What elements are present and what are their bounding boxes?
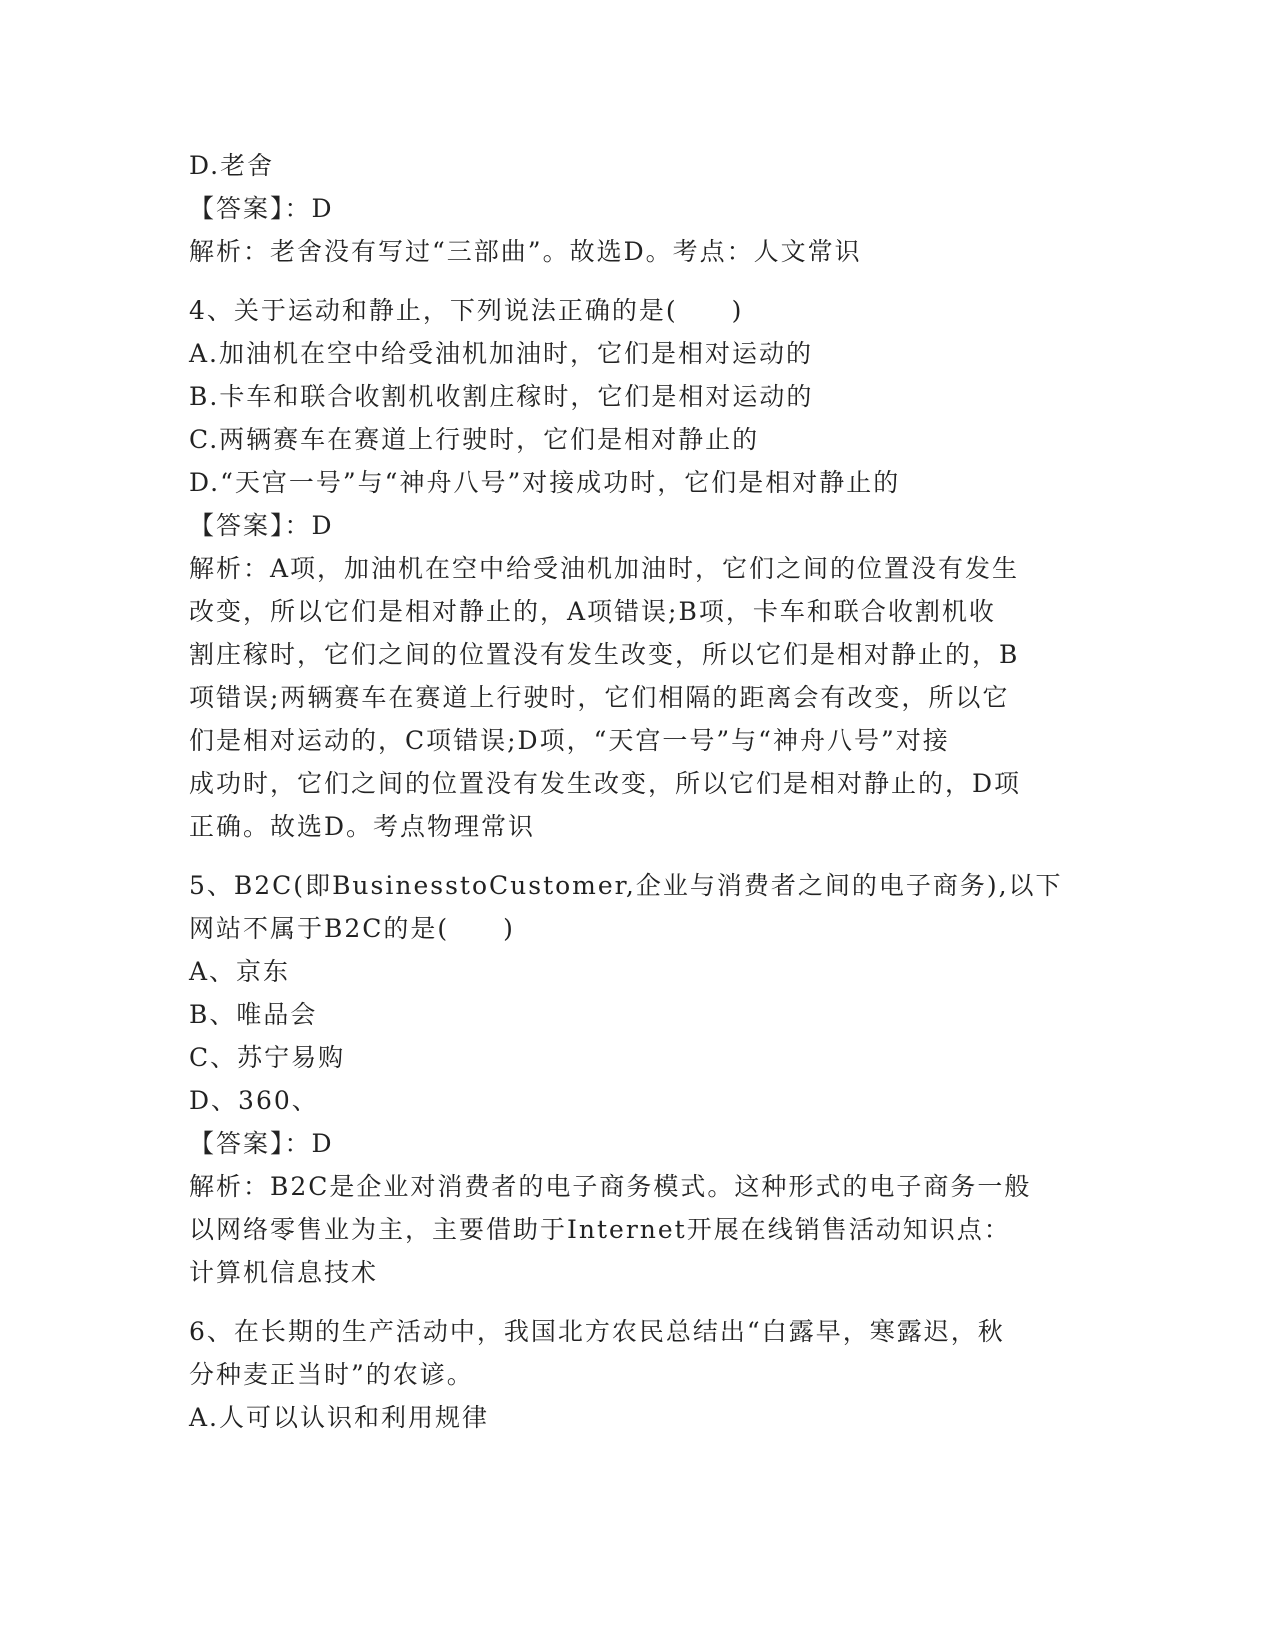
option-b-q4: B.卡车和联合收割机收割庄稼时，它们是相对运动的 — [189, 382, 814, 411]
explanation-q4-line-6: 成功时，它们之间的位置没有发生改变，所以它们是相对静止的，D项 — [189, 769, 1022, 798]
question-6-stem-line-2: 分种麦正当时”的农谚。 — [189, 1360, 474, 1389]
explanation-q3: 解析：老舍没有写过“三部曲”。故选D。考点：人文常识 — [189, 237, 862, 266]
explanation-q4-line-5: 们是相对运动的，C项错误;D项，“天宫一号”与“神舟八号”对接 — [189, 726, 950, 755]
explanation-q4-line-2: 改变，所以它们是相对静止的，A项错误;B项，卡车和联合收割机收 — [189, 597, 996, 626]
section-gap — [189, 1294, 1089, 1310]
document-page — [189, 144, 1089, 1439]
option-c-q4: C.两辆赛车在赛道上行驶时，它们是相对静止的 — [189, 425, 760, 454]
explanation-q5-line-1: 解析：B2C是企业对消费者的电子商务模式。这种形式的电子商务一般 — [189, 1172, 1032, 1201]
option-c-q5: C、苏宁易购 — [189, 1043, 346, 1072]
explanation-q4-line-1: 解析：A项，加油机在空中给受油机加油时，它们之间的位置没有发生 — [189, 554, 1020, 583]
answer-q3: 【答案】：D — [189, 194, 334, 223]
explanation-q4-line-4: 项错误;两辆赛车在赛道上行驶时，它们相隔的距离会有改变，所以它 — [189, 683, 1010, 712]
question-4-stem: 4、关于运动和静止，下列说法正确的是( ) — [189, 296, 744, 325]
question-5-stem-line-2: 网站不属于B2C的是( ) — [189, 914, 515, 943]
answer-q4: 【答案】：D — [189, 511, 334, 540]
option-d-q4: D.“天宫一号”与“神舟八号”对接成功时，它们是相对静止的 — [189, 468, 901, 497]
explanation-q4-line-3: 割庄稼时，它们之间的位置没有发生改变，所以它们是相对静止的，B — [189, 640, 1020, 669]
explanation-q5-line-3: 计算机信息技术 — [189, 1258, 379, 1287]
option-a-q5: A、京东 — [189, 957, 291, 986]
option-a-q6: A.人可以认识和利用规律 — [189, 1403, 490, 1432]
option-d-q3: D.老舍 — [189, 151, 275, 180]
answer-q5: 【答案】：D — [189, 1129, 334, 1158]
section-gap — [189, 273, 1089, 289]
question-5-stem-line-1: 5、B2C(即BusinesstoCustomer,企业与消费者之间的电子商务),以下 — [189, 871, 1063, 900]
explanation-q5-line-2: 以网络零售业为主，主要借助于Internet开展在线销售活动知识点： — [189, 1215, 1011, 1244]
option-b-q5: B、唯品会 — [189, 1000, 318, 1029]
option-a-q4: A.加油机在空中给受油机加油时，它们是相对运动的 — [189, 339, 814, 368]
question-6-stem-line-1: 6、在长期的生产活动中，我国北方农民总结出“白露早，寒露迟，秋 — [189, 1317, 1005, 1346]
section-gap — [189, 848, 1089, 864]
explanation-q4-line-7: 正确。故选D。考点物理常识 — [189, 812, 536, 841]
option-d-q5: D、360、 — [189, 1086, 319, 1115]
